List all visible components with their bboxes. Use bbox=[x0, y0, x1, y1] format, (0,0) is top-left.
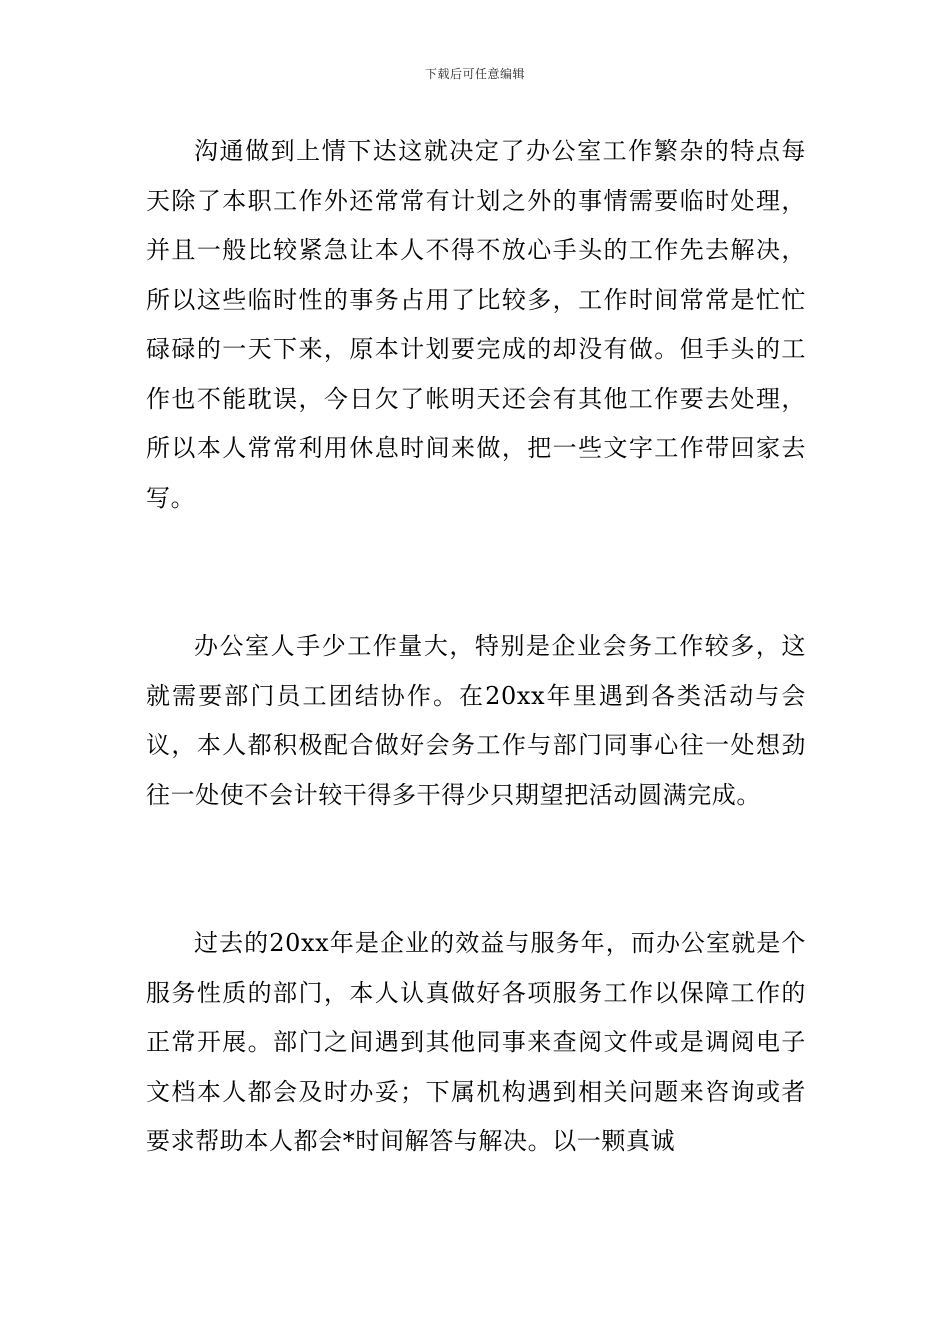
paragraph-1: 沟通做到上情下达这就决定了办公室工作繁杂的特点每天除了本职工作外还常常有计划之外的事情需要临时处理，并且一般比较紧急让本人不得不放心手头的工作先去解决，所以这些临时性的事务占用了比较多，工作时间常常是忙忙碌碌的一天下来，原本计划要完成的却没有做。但手头的工作也不能耽误，今日欠了帐明天还会有其他工作要去处理，所以本人常常利用休息时间来做，把一些文字工作带回家去写。 bbox=[146, 137, 806, 512]
paragraph-2: 办公室人手少工作量大，特别是企业会务工作较多，这就需要部门员工团结协作。在20xx年里遇到各类活动与会议，本人都积极配合做好会务工作与部门同事心往一处想劲往一处使不会计较干得多干得少只期望把活动圆满完成。 bbox=[146, 632, 806, 809]
document-body bbox=[146, 127, 806, 1167]
paragraph-3: 过去的20xx年是企业的效益与服务年，而办公室就是个服务性质的部门，本人认真做好各项服务工作以保障工作的正常开展。部门之间遇到其他同事来查阅文件或是调阅电子文档本人都会及时办妥；下属机构遇到相关问题来咨询或者要求帮助本人都会*时间解答与解决。以一颗真诚 bbox=[146, 929, 806, 1155]
page-header-note: 下载后可任意编辑 bbox=[424, 67, 525, 81]
